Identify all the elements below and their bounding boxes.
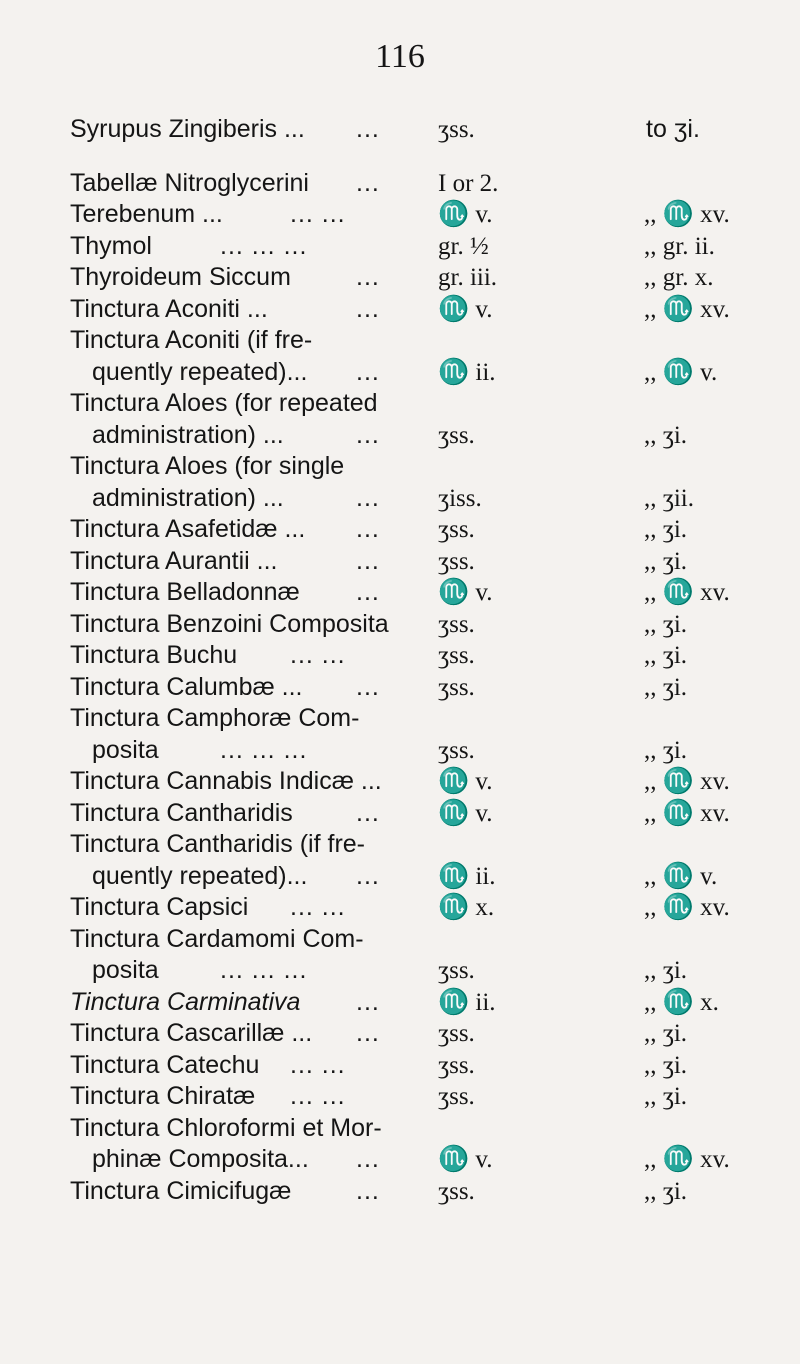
table-row [70,1113,790,1145]
leader-dots: ... [356,987,380,1016]
drug-name: phinæ Composita... [92,1145,309,1173]
leader-dots: ... [356,546,380,575]
dose-max: ,, ♏ xv. [644,201,730,228]
leader-dots: ... [356,672,380,701]
dose-min: ♏ ii. [438,358,496,386]
drug-name: Tinctura Capsici [70,893,249,921]
table-row [70,987,790,1019]
table-row [70,325,790,357]
drug-name: Tinctura Buchu [70,641,238,669]
drug-name: Syrupus Zingiberis ... [70,115,305,143]
table-row [70,546,790,578]
drug-name: posita [92,735,159,764]
drug-name: Tinctura Cardamomi Com- [70,924,364,953]
drug-name: Tinctura Cimicifugæ [70,1176,292,1205]
drug-name: Tinctura Aconiti (if fre- [70,326,313,354]
dose-max: ,, ʒi. [644,421,688,449]
leader-dots: ... [356,1176,380,1205]
table-row [70,672,790,704]
dose-min: ♏ ii. [438,988,496,1016]
leader-dots: ... ... [290,641,346,669]
dose-min: ♏ v. [438,768,493,795]
leader-dots: ... [356,861,380,890]
dose-min: ♏ v. [438,1146,493,1173]
drug-name: Tabellæ Nitroglycerini [70,168,309,197]
dose-min: ʒiss. [438,484,482,512]
dose-min: ʒss. [438,1083,475,1110]
table-row [70,262,790,294]
table-row [70,609,790,641]
dose-max: ,, ʒi. [644,516,688,543]
drug-name: Tinctura Camphoræ Com- [70,704,360,732]
table-row [70,357,790,389]
dose-min: ʒss. [438,516,475,543]
drug-name: Tinctura Aloes (for repeated [70,389,378,417]
table-row [70,703,790,735]
dose-max: ,, ʒi. [644,547,688,575]
drug-name: Tinctura Aurantii ... [70,546,278,575]
leader-dots: ... [356,515,380,543]
dose-min: ʒss. [438,610,475,638]
table-row [70,451,790,483]
drug-name: Tinctura Chloroformi et Mor- [70,1113,382,1142]
dose-min: ʒss. [438,1051,475,1079]
drug-name: Thymol [70,231,152,260]
table-row [70,955,790,987]
dose-min: ʒss. [438,736,475,764]
dose-min: ʒss. [438,116,475,143]
table-row [70,483,790,515]
drug-name: Tinctura Cantharidis (if fre- [70,830,365,858]
table-row [70,577,790,609]
drug-name: Tinctura Calumbæ ... [70,672,303,701]
table-row [70,735,790,767]
page-number: 116 [375,38,425,75]
table-row [70,1018,790,1050]
leader-dots: ... [356,357,380,386]
leader-dots: ... ... [290,1082,346,1110]
leader-dots: ... ... ... [220,231,308,260]
dose-max: to ʒi. [646,115,700,143]
dose-min: ʒss. [438,1020,475,1047]
leader-dots: ... [356,420,380,449]
dose-min: ♏ x. [438,894,495,921]
drug-name: quently repeated)... [92,357,308,386]
dose-min: ♏ v. [438,799,493,827]
dose-max: ,, ʒi. [644,1083,688,1110]
leader-dots: ... [356,294,380,323]
drug-name: Tinctura Belladonnæ [70,578,300,606]
drug-name: Tinctura Aloes (for single [70,452,345,480]
dose-min: ʒss. [438,421,475,449]
dose-min: I or 2. [438,169,499,197]
dose-max: ,, ʒi. [644,1020,688,1047]
dose-max: ,, ʒi. [644,957,688,984]
dose-max: ,, ♏ xv. [644,295,730,323]
drug-name: Tinctura Cantharidis [70,798,293,827]
dose-max: ,, ʒi. [644,736,688,764]
leader-dots: ... [356,1145,380,1173]
table-row [70,1050,790,1082]
table-row [70,924,790,956]
dose-min: ♏ v. [438,295,493,323]
dose-max: ,, ʒii. [644,484,694,512]
leader-dots: ... [356,578,380,606]
leader-dots: ... [356,1019,380,1047]
table-row [70,231,790,263]
drug-name: Tinctura Aconiti ... [70,294,268,323]
leader-dots: ... [356,168,380,197]
leader-dots: ... [356,263,380,291]
drug-name: Terebenum ... [70,200,223,228]
dose-min: ʒss. [438,1177,475,1205]
dose-min: ʒss. [438,547,475,575]
dose-max: ,, ♏ v. [644,862,718,890]
dose-max: ,, ʒi. [644,1177,688,1205]
table-row [70,168,790,200]
dose-min: ʒss. [438,642,475,669]
dose-max: ,, ♏ xv. [644,799,730,827]
dose-max: ,, ♏ xv. [644,1146,730,1173]
drug-name: Tinctura Benzoini Composita [70,609,389,638]
dose-min: ♏ ii. [438,862,496,890]
leader-dots: ... [356,798,380,827]
table-row [70,766,790,798]
leader-dots: ... ... [290,1050,346,1079]
table-row [70,1176,790,1208]
dose-max: ,, ʒi. [644,673,688,701]
dose-min: ʒss. [438,673,475,701]
drug-name: Tinctura Cannabis Indicæ ... [70,767,382,795]
table-row [70,199,790,231]
drug-name: administration) ... [92,483,284,512]
table-row [70,294,790,326]
drug-name: administration) ... [92,420,284,449]
drug-name: posita [92,956,159,984]
table-row [70,640,790,672]
drug-name: Tinctura Cascarillæ ... [70,1019,313,1047]
dose-min: gr. iii. [438,264,498,291]
dose-max: ,, gr. x. [644,264,714,291]
dosage-table [70,114,790,1207]
dose-max: ,, ♏ xv. [644,579,730,606]
table-row [70,114,790,146]
leader-dots: ... [356,483,380,512]
dose-min: ʒss. [438,957,475,984]
drug-name: Tinctura Carminativa [70,987,301,1016]
table-row [70,892,790,924]
leader-dots: ... ... [290,893,346,921]
dose-min: ♏ v. [438,579,493,606]
leader-dots: ... [356,115,380,143]
leader-dots: ... ... ... [220,956,308,984]
dose-max: ,, ♏ x. [644,988,719,1016]
table-row [70,514,790,546]
dose-max: ,, ʒi. [644,642,688,669]
table-row [70,1144,790,1176]
leader-dots: ... ... ... [220,735,308,764]
table-row [70,829,790,861]
drug-name: Tinctura Chiratæ [70,1082,256,1110]
dose-max: ,, gr. ii. [644,232,715,260]
drug-name: Thyroideum Siccum [70,263,291,291]
dose-min: ♏ v. [438,201,493,228]
table-row [70,798,790,830]
table-row [70,420,790,452]
table-row [70,861,790,893]
drug-name: quently repeated)... [92,861,308,890]
leader-dots: ... ... [290,200,346,228]
drug-name: Tinctura Catechu [70,1050,260,1079]
dose-max: ,, ♏ v. [644,358,718,386]
dose-max: ,, ʒi. [644,610,688,638]
dose-max: ,, ♏ xv. [644,894,730,921]
dose-max: ,, ♏ xv. [644,768,730,795]
table-row [70,1081,790,1113]
table-row [70,388,790,420]
drug-name: Tinctura Asafetidæ ... [70,515,306,543]
dose-min: gr. ½ [438,232,489,260]
dose-max: ,, ʒi. [644,1051,688,1079]
